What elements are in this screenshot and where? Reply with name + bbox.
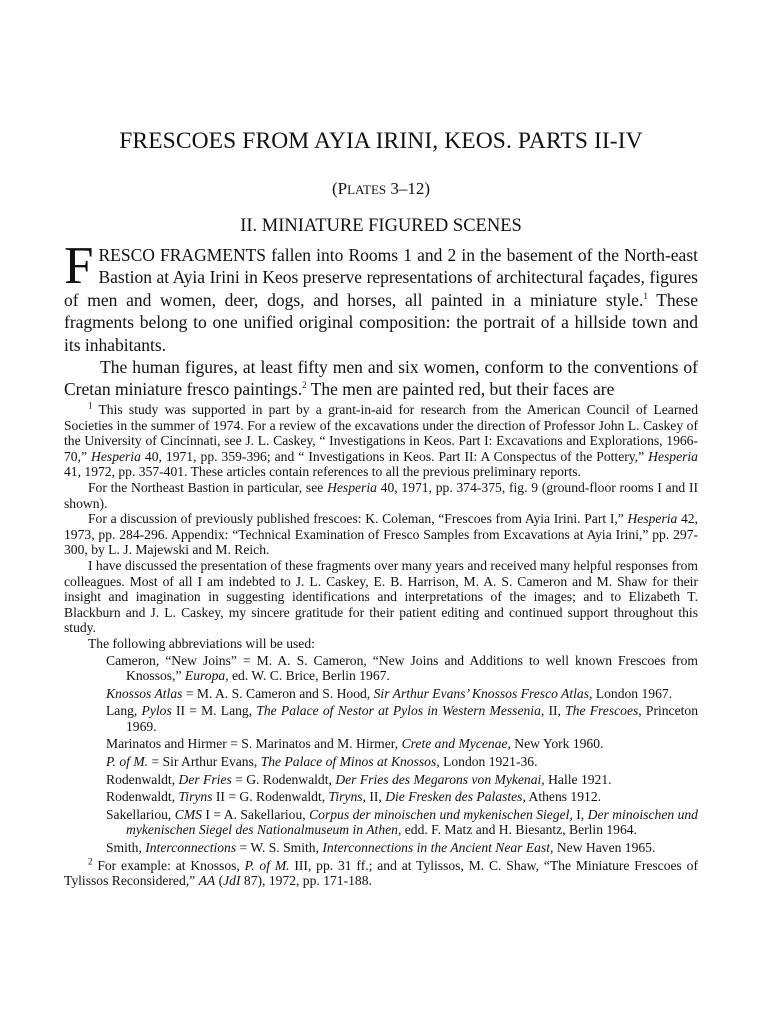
abbr-key: Interconnections	[145, 840, 237, 856]
abbreviations-lead: The following abbreviations will be used:	[88, 635, 315, 651]
footnote-1-para-4: I have discussed the presentation of these fragments over many years and received many helpful responses from colleagues. Most of all I am indebted to J. L. Caskey, E. B. Harrison, M. A. S. Cameron and M. Shaw for their insight and imagination in suggesting identifications and interpretations of the images; and to Elizabeth T. Blackburn and J. L. Caskey, my sincere gratitude for their patient editing and continued support throughout this study.	[64, 557, 698, 636]
fn1-journal-a: Hesperia	[91, 448, 141, 464]
abbr-text: London 1967.	[592, 685, 673, 701]
abbr-text: I,	[572, 806, 588, 822]
footnote-1	[64, 402, 698, 480]
abbreviation-item	[64, 807, 698, 838]
footnotes	[64, 402, 698, 889]
abbr-text: New York 1960.	[510, 736, 604, 752]
abbreviation-item	[64, 736, 698, 752]
abbr-key: CMS	[174, 806, 202, 822]
abbr-italic: Interconnections in the Ancient Near East,	[322, 840, 554, 856]
abbr-text: edd. F. Matz and H. Biesantz, Berlin 1964.	[401, 822, 637, 838]
abbr-text: = W. S. Smith,	[236, 840, 323, 856]
footnote-2	[64, 858, 698, 889]
fn1p2-text-b: 40, 1971, pp. 374-375, fig. 9 (ground-floor rooms I and II shown).	[64, 479, 699, 511]
fn1-text-c: 41, 1972, pp. 357-401. These articles contain references to all the previous preliminary reports.	[64, 464, 581, 480]
abbr-text: Princeton 1969.	[126, 703, 698, 734]
abbr-text: Halle 1921.	[544, 771, 612, 787]
abbr-text: London 1921-36.	[439, 754, 538, 770]
abbr-text: Rodenwaldt,	[106, 771, 179, 787]
abbr-text: Athens 1912.	[525, 789, 602, 805]
abbr-italic: Corpus der minoischen und mykenischen Siegel,	[309, 806, 573, 822]
p2-text-cont: The men are painted red, but their faces are	[306, 379, 615, 400]
abbr-italic: Der minoischen und mykenischen Siegel des Nationalmuseum in Athen,	[126, 806, 698, 838]
fn2-text-b: III, pp. 31 ff.; and at Tylissos, M. C. Shaw, “The Miniature Frescoes of Tylissos Reconsidered,”	[64, 857, 698, 889]
fn1p3-journal: Hesperia	[627, 511, 678, 527]
p2-text: The human figures, at least fifty men and six women, conform to the conventions of Cretan miniature fresco paintings.	[64, 357, 698, 400]
abbr-key: Knossos Atlas	[106, 685, 183, 701]
abbr-key: Pylos	[141, 703, 172, 719]
abbr-text: = G. Rodenwaldt,	[231, 771, 336, 787]
plates-open: (	[331, 179, 338, 198]
fn2-pom: P. of M.	[244, 857, 290, 873]
abbreviation-item	[64, 686, 698, 702]
abbr-text: Marinatos and Hirmer = S. Marinatos and M. Hirmer,	[106, 736, 402, 752]
abbr-text: = M. A. S. Cameron and S. Hood,	[182, 685, 374, 701]
paragraph-1	[64, 237, 698, 356]
fn2-text-d: 87), 1972, pp. 171-188.	[240, 873, 372, 889]
fn2-jdi: JdI	[223, 873, 241, 889]
footnote-1-para-3	[64, 511, 698, 558]
footnote-1-mark: 1	[88, 400, 93, 411]
plates-range: 3–12)	[390, 179, 431, 198]
abbreviation-item	[64, 772, 698, 788]
footnote-2-mark: 2	[88, 856, 93, 867]
abbr-italic: Die Fresken des Palastes,	[385, 789, 526, 805]
abbr-text: New Haven 1965.	[553, 840, 656, 856]
abbr-text: = Sir Arthur Evans,	[148, 754, 261, 770]
abbr-italic: The Palace of Minos at Knossos,	[260, 754, 440, 770]
abbr-italic: Tiryns,	[328, 789, 366, 805]
abbr-text: II,	[365, 789, 386, 805]
abbreviation-item	[64, 754, 698, 770]
section-heading: II. MINIATURE FIGURED SCENES	[240, 216, 522, 236]
paragraph-2	[64, 356, 698, 401]
footnote-ref-2: 2	[302, 380, 307, 391]
abbr-italic: The Frescoes,	[565, 703, 642, 719]
plates-reference	[0, 179, 762, 199]
abbr-italic: Crete and Mycenae,	[401, 736, 511, 752]
fn1-journal-b: Hesperia	[648, 448, 698, 464]
abbreviations-list	[64, 653, 698, 856]
fn1p3-text-b: 42, 1973, pp. 284-296. Appendix: “Technical Examination of Fresco Samples from Excavations at Ayia Irini,” pp. 297-300, by L. J. Majewski and M. Reich.	[64, 511, 698, 558]
abbreviation-item	[64, 789, 698, 805]
abbr-text: II = G. Rodenwaldt,	[212, 789, 329, 805]
abbr-key: P. of M.	[106, 754, 149, 770]
abbr-italic: The Palace of Nestor at Pylos in Western Messenia,	[256, 703, 545, 719]
abbr-italic: Europa,	[184, 668, 229, 684]
abbreviation-item	[64, 653, 698, 684]
abbr-key: Tiryns	[178, 789, 213, 805]
abbr-text: Smith,	[106, 840, 146, 856]
fn2-aa: AA	[198, 873, 216, 889]
abbr-text: Lang,	[106, 703, 142, 719]
footnote-ref-1: 1	[643, 290, 648, 301]
abbreviation-item	[64, 703, 698, 734]
abbr-text: ed. W. C. Brice, Berlin 1967.	[228, 668, 390, 684]
abbr-text: Rodenwaldt,	[106, 789, 179, 805]
abbr-text: II = M. Lang,	[171, 703, 257, 719]
plates-smallcaps: LATES	[347, 182, 387, 197]
abbr-italic: Der Fries des Megarons von Mykenai,	[335, 771, 545, 787]
fn1-text-a: This study was supported in part by a grant-in-aid for research from the American Council of Learned Societies in the summer of 1974. For a review of the excavations under the direction of Professor John L. Caskey of the University of Cincinnati, see J. L. Caskey, “ Investigations in Keos. Part I: Excavations and Explorations, 1966-70,”	[64, 402, 698, 464]
plates-initial: P	[337, 179, 348, 198]
fn1p3-text-a: For a discussion of previously published frescoes: K. Coleman, “Frescoes from Ayia Irini. Part I,”	[88, 511, 628, 527]
fn1p2-journal: Hesperia	[327, 479, 377, 495]
p1-text-cont: These fragments belong to one unified original composition: the portrait of a hillside town and its inhabitants.	[64, 289, 698, 355]
fn2-text-c: (	[215, 873, 224, 889]
abbr-text: Cameron, “New Joins” = M. A. S. Cameron, “New Joins and Additions to well known Frescoes from Knossos,”	[106, 652, 698, 684]
abbr-key: Der Fries	[178, 771, 232, 787]
article-title: FRESCOES FROM AYIA IRINI, KEOS. PARTS II-IV	[119, 128, 643, 154]
p1-text: RESCO FRAGMENTS fallen into Rooms 1 and 2 in the basement of the North-east Bastion at Ayia Irini in Keos preserve representations of architectural façades, figures of men and women, deer, dogs, and horses, all painted in a miniature style.	[64, 245, 698, 310]
drop-cap: F	[64, 237, 94, 295]
fn1-text-b: 40, 1971, pp. 359-396; and “ Investigations in Keos. Part II: A Conspectus of the Pottery,”	[140, 448, 649, 464]
fn1p2-text-a: For the Northeast Bastion in particular, see	[88, 479, 328, 495]
abbr-italic: Sir Arthur Evans’ Knossos Fresco Atlas,	[373, 685, 593, 701]
abbr-text: II,	[544, 703, 566, 719]
abbr-text: I = A. Sakellariou,	[201, 806, 310, 822]
fn2-text-a: For example: at Knossos,	[97, 857, 245, 873]
body-text	[64, 237, 698, 401]
abbr-text: Sakellariou,	[106, 806, 175, 822]
footnote-1-para-2	[64, 480, 698, 511]
abbreviation-item	[64, 840, 698, 856]
